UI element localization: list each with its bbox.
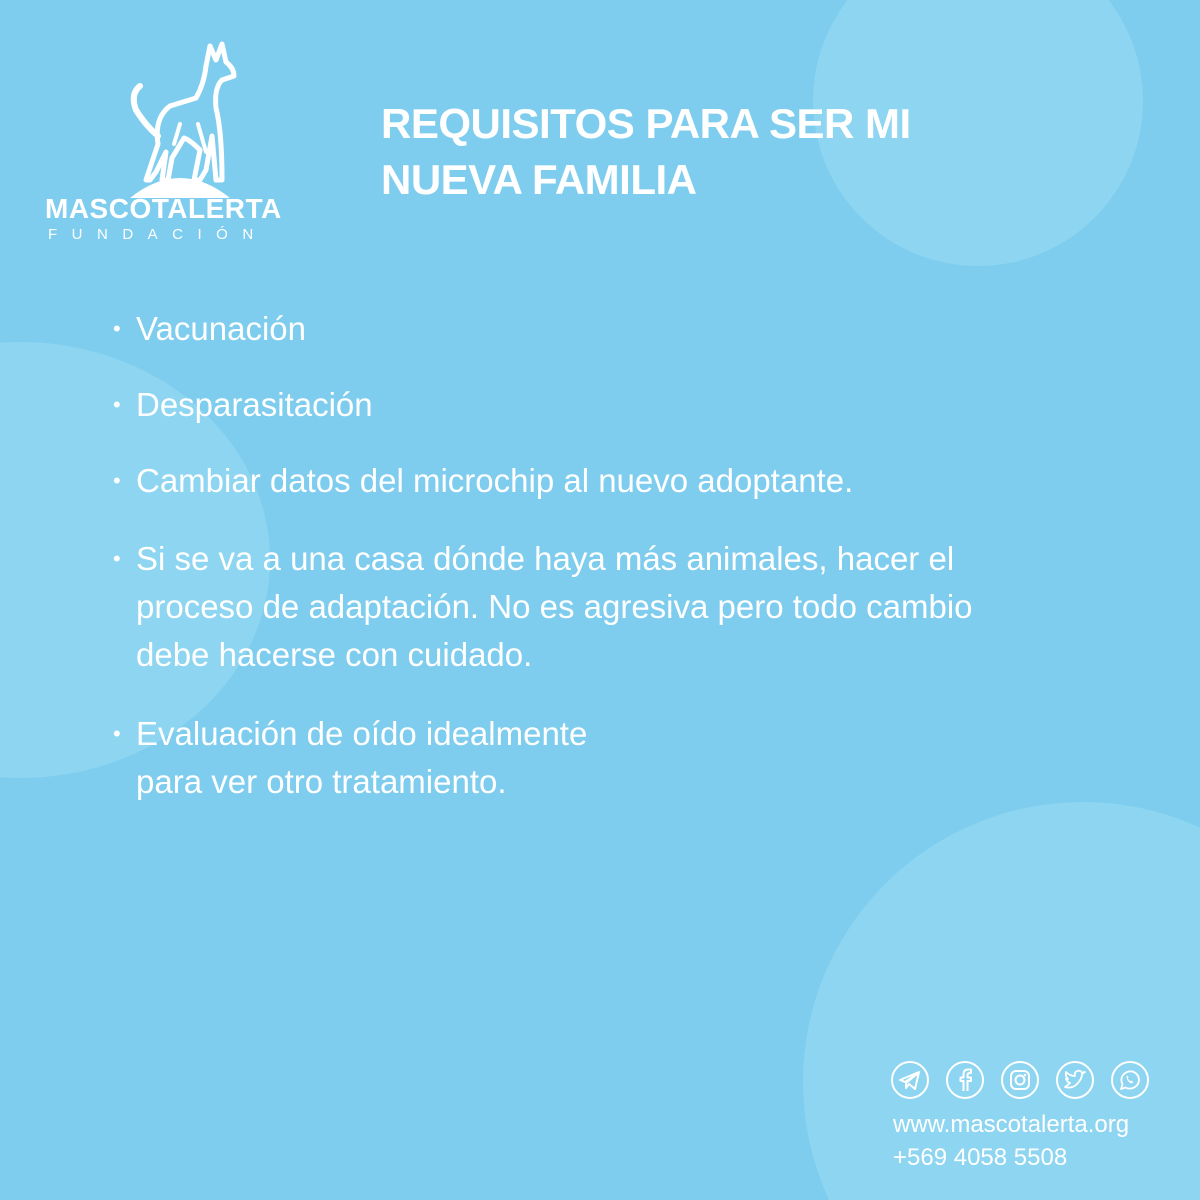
requirement-item xyxy=(113,535,1113,679)
phone-number: +569 4058 5508 xyxy=(893,1144,1068,1171)
requirement-text: Cambiar datos del microchip al nuevo adoptante. xyxy=(136,462,854,499)
facebook-icon[interactable] xyxy=(945,1060,985,1100)
brand-logo xyxy=(40,40,300,250)
title-line-1: REQUISITOS PARA SER MI xyxy=(381,100,911,147)
requirement-item xyxy=(113,381,1113,429)
bullet-icon: • xyxy=(113,316,121,341)
page-title xyxy=(381,96,911,208)
brand-subtitle: FUNDACIÓN xyxy=(48,226,268,243)
bullet-icon: • xyxy=(113,392,121,417)
requirement-item xyxy=(113,305,1113,353)
requirement-text: Desparasitación xyxy=(136,386,373,423)
decorative-circle-bottom-right xyxy=(803,802,1200,1200)
dog-icon xyxy=(110,40,250,200)
bullet-icon: • xyxy=(113,546,121,571)
whatsapp-icon[interactable] xyxy=(1110,1060,1150,1100)
twitter-icon[interactable] xyxy=(1055,1060,1095,1100)
requirement-text: Evaluación de oído idealmente para ver otro tratamiento. xyxy=(136,715,588,800)
brand-name: MASCOTALERTA xyxy=(45,193,282,224)
bullet-icon: • xyxy=(113,721,121,746)
requirement-text: Si se va a una casa dónde haya más animales, hacer el proceso de adaptación. No es agresiva pero todo cambio debe hacerse con cuidado. xyxy=(136,540,973,673)
requirement-text: Vacunación xyxy=(136,310,307,347)
requirement-item xyxy=(113,457,1113,505)
bullet-icon: • xyxy=(113,468,121,493)
instagram-icon[interactable] xyxy=(1000,1060,1040,1100)
requirement-item xyxy=(113,710,1113,806)
telegram-icon[interactable] xyxy=(890,1060,930,1100)
title-line-2: NUEVA FAMILIA xyxy=(381,156,697,203)
social-icons xyxy=(890,1060,1150,1100)
website-link[interactable]: www.mascotalerta.org xyxy=(893,1111,1130,1138)
